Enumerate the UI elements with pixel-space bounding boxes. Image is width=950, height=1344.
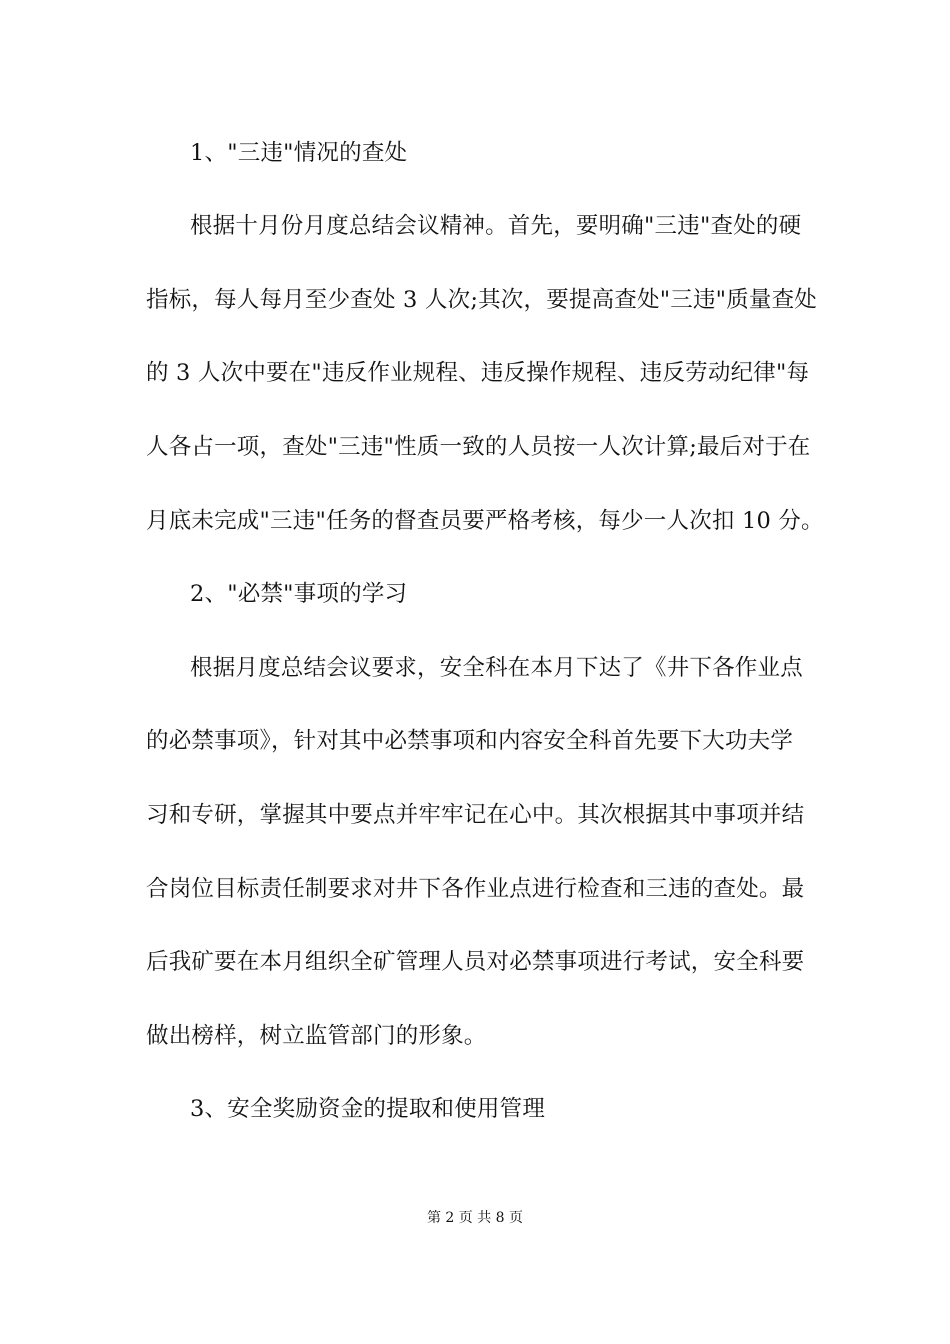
paragraph-1-line-2: 指标，每人每月至少查处 3 人次;其次，要提高查处"三违"质量查处: [146, 287, 817, 313]
paragraph-2-line-6: 做出榜样，树立监管部门的形象。: [146, 1023, 487, 1049]
paragraph-1-line-5: 月底未完成"三违"任务的督查员要严格考核，每少一人次扣 10 分。: [146, 508, 824, 534]
paragraph-2-line-1: 根据月度总结会议要求，安全科在本月下达了《井下各作业点: [190, 655, 803, 681]
section-heading-3: 3、安全奖励资金的提取和使用管理: [190, 1096, 546, 1122]
page-number-footer: 第 2 页 共 8 页: [426, 1210, 524, 1226]
paragraph-2-line-5: 后我矿要在本月组织全矿管理人员对必禁事项进行考试，安全科要: [146, 949, 805, 975]
paragraph-1-line-1: 根据十月份月度总结会议精神。首先，要明确"三违"查处的硬: [190, 213, 802, 239]
section-heading-2: 2、"必禁"事项的学习: [190, 581, 408, 607]
paragraph-1-line-3: 的 3 人次中要在"违反作业规程、违反操作规程、违反劳动纪律"每: [146, 360, 810, 386]
paragraph-1-line-4: 人各占一项，查处"三违"性质一致的人员按一人次计算;最后对于在: [146, 434, 811, 460]
paragraph-2-line-3: 习和专研，掌握其中要点并牢牢记在心中。其次根据其中事项并结: [146, 802, 805, 828]
section-heading-1: 1、"三违"情况的查处: [190, 140, 408, 166]
paragraph-2-line-2: 的必禁事项》，针对其中必禁事项和内容安全科首先要下大功夫学: [146, 728, 794, 754]
paragraph-2-line-4: 合岗位目标责任制要求对井下各作业点进行检查和三违的查处。最: [146, 876, 805, 902]
